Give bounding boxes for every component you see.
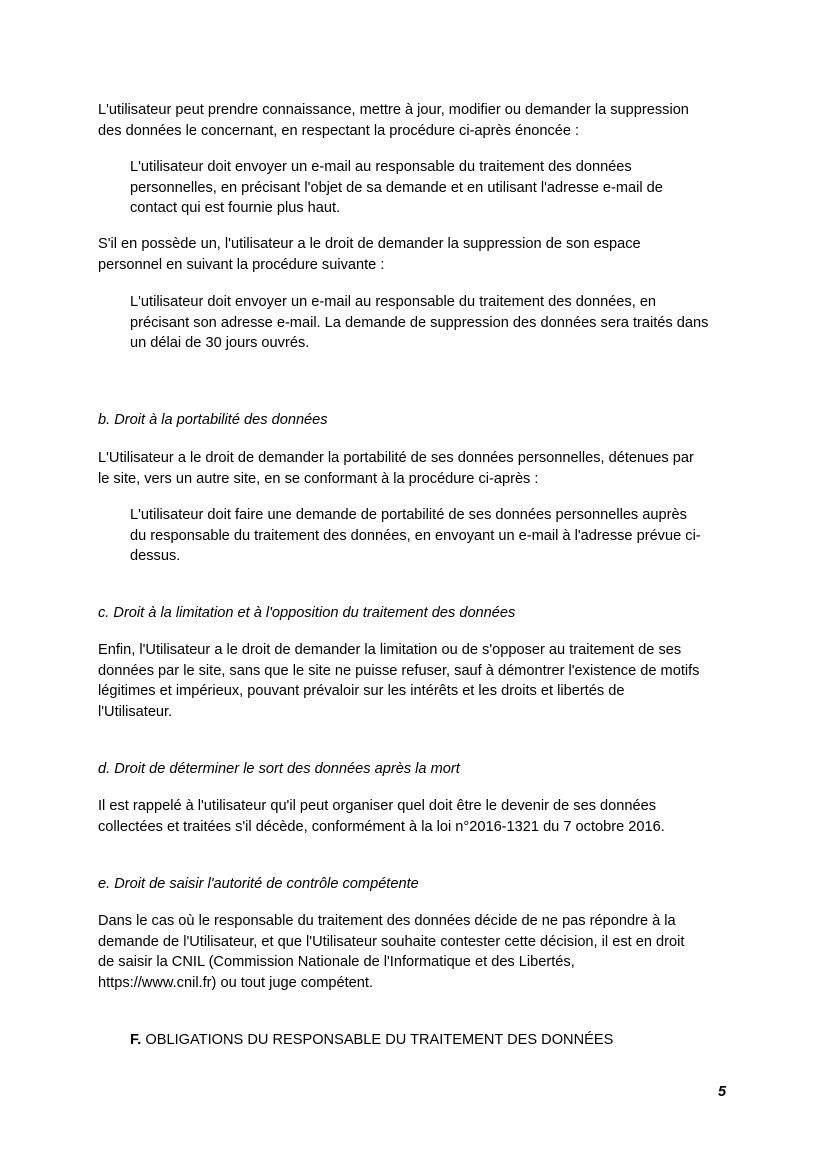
- heading-d: d. Droit de déterminer le sort des données après la mort: [98, 761, 460, 777]
- page-number: 5: [718, 1084, 727, 1100]
- indented-line: du responsable du traitement des données, en envoyant un e-mail à l'adresse prévue ci-: [130, 527, 701, 544]
- paragraph-line: données par le site, sans que le site ne puisse refuser, sauf à démontrer l'existence de motifs: [98, 662, 700, 679]
- paragraph-line: légitimes et impérieux, pouvant prévaloir sur les intérêts et les droits et libertés de: [98, 683, 625, 699]
- heading-b: b. Droit à la portabilité des données: [98, 412, 328, 428]
- paragraph-line: S'il en possède un, l'utilisateur a le droit de demander la suppression de son espace: [98, 236, 641, 252]
- paragraph-line: demande de l'Utilisateur, et que l'Utilisateur souhaite contester cette décision, il est en droit: [98, 933, 685, 950]
- section-letter: F.: [130, 1032, 142, 1048]
- section-heading: [130, 1030, 613, 1051]
- paragraph-line: personnel en suivant la procédure suivante :: [98, 256, 385, 273]
- paragraph-line: le site, vers un autre site, en se conformant à la procédure ci-après :: [98, 470, 539, 487]
- indented-line: précisant son adresse e-mail. La demande de suppression des données sera traités dans: [130, 314, 709, 331]
- indented-line: contact qui est fournie plus haut.: [130, 200, 341, 216]
- indented-line: L'utilisateur doit faire une demande de portabilité de ses données personnelles auprès: [130, 507, 687, 523]
- paragraph-line: Enfin, l'Utilisateur a le droit de demander la limitation ou de s'opposer au traitement de ses: [98, 642, 682, 658]
- heading-e: e. Droit de saisir l'autorité de contrôle compétente: [98, 876, 419, 892]
- paragraph-line: des données le concernant, en respectant la procédure ci-après énoncée :: [98, 122, 580, 139]
- section-title: OBLIGATIONS DU RESPONSABLE DU TRAITEMENT DES DONNÉES: [145, 1032, 614, 1048]
- heading-c: c. Droit à la limitation et à l'opposition du traitement des données: [98, 605, 516, 621]
- paragraph-line: L'utilisateur peut prendre connaissance, mettre à jour, modifier ou demander la suppression: [98, 102, 689, 118]
- indented-line: personnelles, en précisant l'objet de sa demande et en utilisant l'adresse e-mail de: [130, 179, 663, 196]
- paragraph-line: collectées et traitées s'il décède, conformément à la loi n°2016-1321 du 7 octobre 2016.: [98, 818, 665, 835]
- paragraph-line: https://www.cnil.fr) ou tout juge compétent.: [98, 974, 373, 991]
- paragraph-line: de saisir la CNIL (Commission Nationale de l'Informatique et des Libertés,: [98, 954, 575, 970]
- indented-line: dessus.: [130, 548, 181, 564]
- paragraph-line: L'Utilisateur a le droit de demander la portabilité de ses données personnelles, détenues par: [98, 450, 694, 466]
- indented-line: un délai de 30 jours ouvrés.: [130, 335, 310, 351]
- indented-line: L'utilisateur doit envoyer un e-mail au responsable du traitement des données: [130, 159, 632, 175]
- paragraph-line: Dans le cas où le responsable du traitement des données décide de ne pas répondre à la: [98, 913, 676, 929]
- indented-line: L'utilisateur doit envoyer un e-mail au responsable du traitement des données, en: [130, 294, 657, 310]
- paragraph-line: l'Utilisateur.: [98, 703, 173, 720]
- paragraph-line: Il est rappelé à l'utilisateur qu'il peut organiser quel doit être le devenir de ses données: [98, 798, 657, 814]
